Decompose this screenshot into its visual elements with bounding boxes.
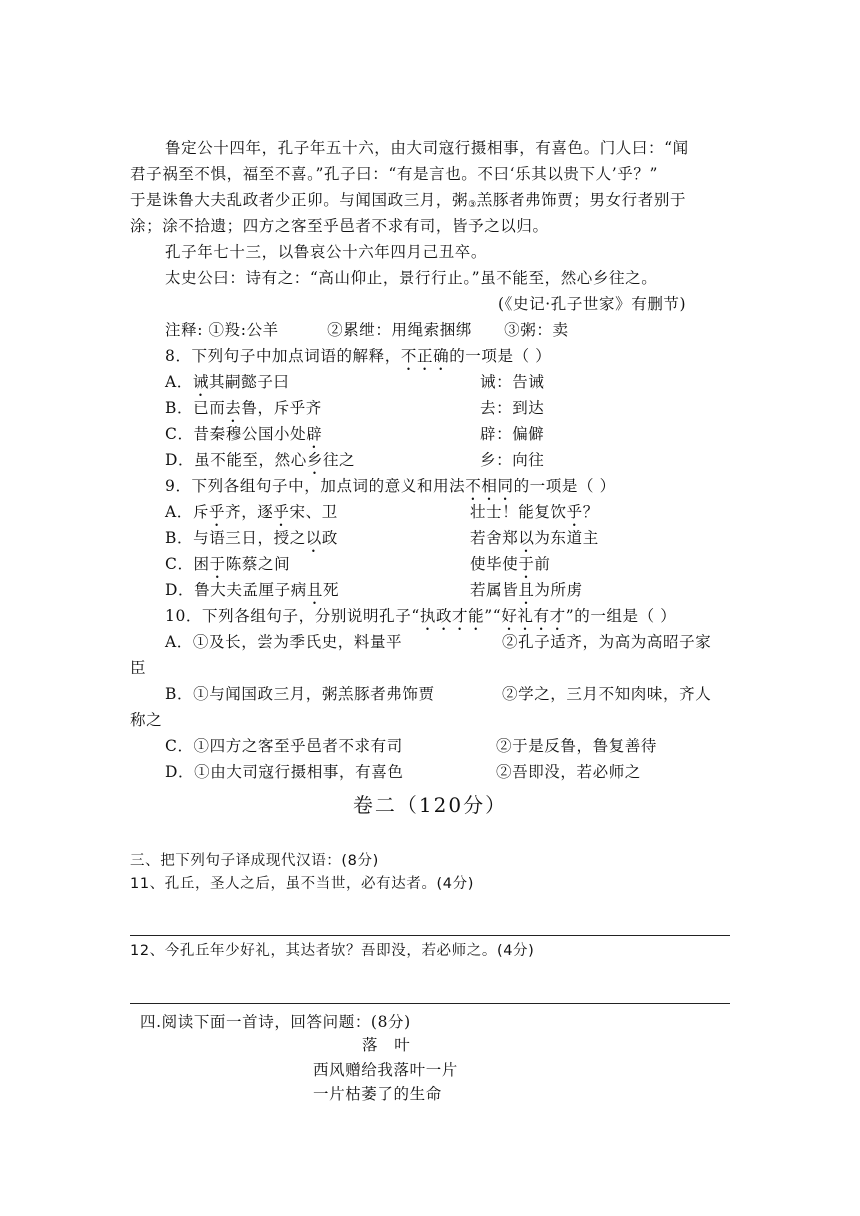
q10-option-c-right: ②于是反鲁，鲁复善待 xyxy=(496,737,658,755)
q10-option-a-left: A．①及长，尝为季氏史，料量平 xyxy=(165,633,403,651)
q8-option-a-gloss: 诫：告诫 xyxy=(480,373,545,391)
poem-line: 西风赠给我落叶一片 xyxy=(313,1061,458,1079)
note-marker: ③ xyxy=(468,200,477,210)
poem-line: 一片枯萎了的生命 xyxy=(313,1085,442,1103)
q8-option-b: B．已而去鲁，斥乎齐 xyxy=(165,399,322,417)
passage-line: 君子祸至不惧，福至不喜。”孔子曰：“有是言也。不曰‘乐其以贵下人’乎？” xyxy=(130,165,658,183)
section-four-heading: 四.阅读下面一首诗，回答问题：(8分) xyxy=(140,1013,411,1031)
passage-line: 鲁定公十四年，孔子年五十六，由大司寇行摄相事，有喜色。门人曰：“闻 xyxy=(165,139,689,157)
q9-option-d-right: 若属皆且为所虏 xyxy=(470,581,583,599)
q8-option-d: D．虽不能至，然心乡往之 xyxy=(165,451,356,469)
q9-option-b-right: 若舍郑以为东道主 xyxy=(470,529,599,547)
q9-option-a-right: 壮士！能复饮乎？ xyxy=(470,503,599,521)
answer-line-12[interactable] xyxy=(130,1003,730,1004)
q9-option-d: D．鲁大夫孟厘子病且死 xyxy=(165,581,340,599)
q8-option-b-gloss: 去：到达 xyxy=(480,399,545,417)
section-three-heading: 三、把下列句子译成现代汉语：(8分) xyxy=(130,853,379,869)
passage-line: 涂；涂不拾遗；四方之客至乎邑者不求有司，皆予之以归。 xyxy=(130,217,549,235)
q8-option-c-gloss: 辟：偏僻 xyxy=(480,425,545,443)
answer-line-11[interactable] xyxy=(130,935,730,936)
q8-option-d-gloss: 乡：向往 xyxy=(480,451,545,469)
q10-option-a-right: ②孔子适齐，为高为高昭子家 xyxy=(502,633,712,651)
q8-option-c: C．昔秦穆公国小处辟 xyxy=(165,425,323,443)
part-two-title: 卷二（120分） xyxy=(352,793,508,817)
question-9-stem: 9．下列各组句子中，加点词的意义和用法不相同的一项是（ ） xyxy=(165,477,616,495)
question-11: 11、孔丘，圣人之后，虽不当世，必有达者。(4分) xyxy=(130,876,474,892)
q10-option-c-left: C．①四方之客至乎邑者不求有司 xyxy=(165,737,403,755)
poem-title: 落 叶 xyxy=(362,1036,411,1054)
q10-option-a-cont: 臣 xyxy=(130,659,147,677)
passage-notes: 注释: ①羖:公羊 ②累绁：用绳索捆绑 ③粥：卖 xyxy=(165,321,569,339)
passage-source: (《史记·孔子世家》有删节) xyxy=(498,295,687,313)
q10-option-d-right: ②吾即没，若必师之 xyxy=(496,763,641,781)
question-10-stem: 10．下列各组句子，分别说明孔子“执政才能”“好礼有才”的一组是（ ） xyxy=(165,607,677,625)
question-8-stem: 8．下列句子中加点词语的解释，不正确的一项是（ ） xyxy=(165,347,552,365)
q9-option-b: B．与语三日，授之以政 xyxy=(165,529,339,547)
q10-option-d-left: D．①由大司寇行摄相事，有喜色 xyxy=(165,763,404,781)
passage-line: 孔子年七十三，以鲁哀公十六年四月己丑卒。 xyxy=(165,243,488,261)
passage-line: 太史公曰：诗有之：“高山仰止，景行行止。”虽不能至，然心乡往之。 xyxy=(165,269,658,287)
q10-option-b-right: ②学之，三月不知肉味，齐人 xyxy=(502,685,712,703)
q8-option-a: A．诫其嗣懿子曰 xyxy=(165,373,290,391)
q9-option-c: C．困于陈蔡之间 xyxy=(165,555,291,573)
passage-line: 于是诛鲁大夫乱政者少正卯。与闻国政三月，粥$_③$羔豚者弗饰贾；男女行者别于 xyxy=(130,191,687,210)
q9-option-c-right: 使毕使于前 xyxy=(470,555,551,573)
q10-option-b-left: B．①与闻国政三月，粥羔豚者弗饰贾 xyxy=(165,685,435,703)
q10-option-b-cont: 称之 xyxy=(130,711,163,729)
q9-option-a: A．斥乎齐，逐乎宋、卫 xyxy=(165,503,338,521)
question-12: 12、今孔丘年少好礼，其达者欤？吾即没，若必师之。(4分) xyxy=(130,943,535,959)
